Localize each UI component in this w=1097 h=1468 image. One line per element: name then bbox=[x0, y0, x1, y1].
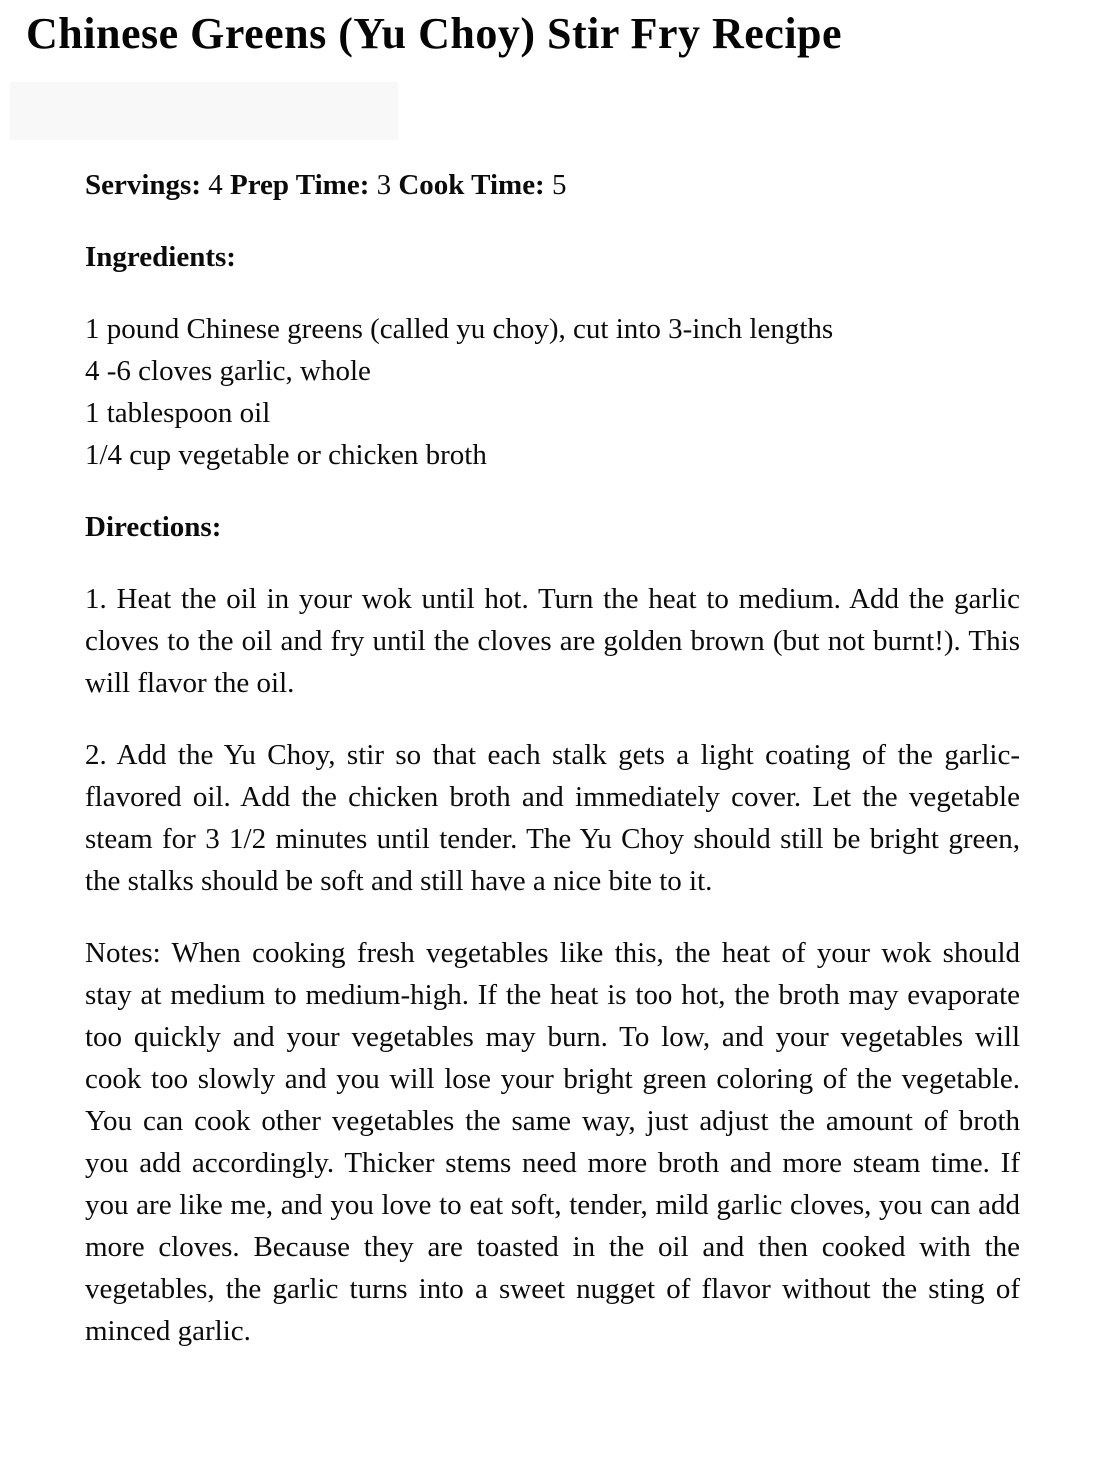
ingredients-heading: Ingredients: bbox=[85, 241, 236, 273]
ingredient-line: 4 -6 cloves garlic, whole bbox=[85, 355, 371, 387]
ingredient-line: 1/4 cup vegetable or chicken broth bbox=[85, 439, 487, 471]
prep-time-label: Prep Time: bbox=[230, 169, 370, 201]
directions-heading: Directions: bbox=[85, 511, 222, 543]
direction-step-2: 2. Add the Yu Choy, stir so that each stalk gets a light coating of the garlic-flavored oil. Add the chicken broth and immediately cover. Let the vegetable steam for 3 1/2 minutes until tender. The Yu Choy should still be bright green, the stalks should be soft and still have a nice bite to it. bbox=[85, 739, 1020, 897]
image-placeholder bbox=[10, 82, 398, 140]
cook-time-value: 5 bbox=[551, 169, 567, 201]
ingredient-line: 1 pound Chinese greens (called yu choy), cut into 3-inch lengths bbox=[85, 313, 834, 345]
ingredient-line: 1 tablespoon oil bbox=[85, 397, 271, 429]
servings-value: 4 bbox=[208, 169, 223, 201]
prep-time-value: 3 bbox=[376, 169, 392, 201]
direction-step-1: 1. Heat the oil in your wok until hot. Turn the heat to medium. Add the garlic cloves to the oil and fry until the cloves are golden brown (but not burnt!). This will flavor the oil. bbox=[85, 583, 1020, 699]
recipe-meta bbox=[85, 164, 1020, 206]
ingredient-list bbox=[85, 308, 1020, 476]
page-title: Chinese Greens (Yu Choy) Stir Fry Recipe bbox=[26, 9, 843, 58]
notes-paragraph: Notes: When cooking fresh vegetables like this, the heat of your wok should stay at medium to medium-high. If the heat is too hot, the broth may evaporate too quickly and your vegetables may burn. To low, and your vegetables will cook too slowly and you will lose your bright green coloring of the vegetable. You can cook other vegetables the same way, just adjust the amount of broth you add accordingly. Thicker stems need more broth and more steam time. If you are like me, and you love to eat soft, tender, mild garlic cloves, you can add more cloves. Because they are toasted in the oil and then cooked with the vegetables, the garlic turns into a sweet nugget of flavor without the sting of minced garlic. bbox=[85, 937, 1020, 1347]
servings-label: Servings: bbox=[85, 169, 201, 201]
cook-time-label: Cook Time: bbox=[398, 169, 545, 201]
recipe-content bbox=[85, 164, 1020, 1352]
